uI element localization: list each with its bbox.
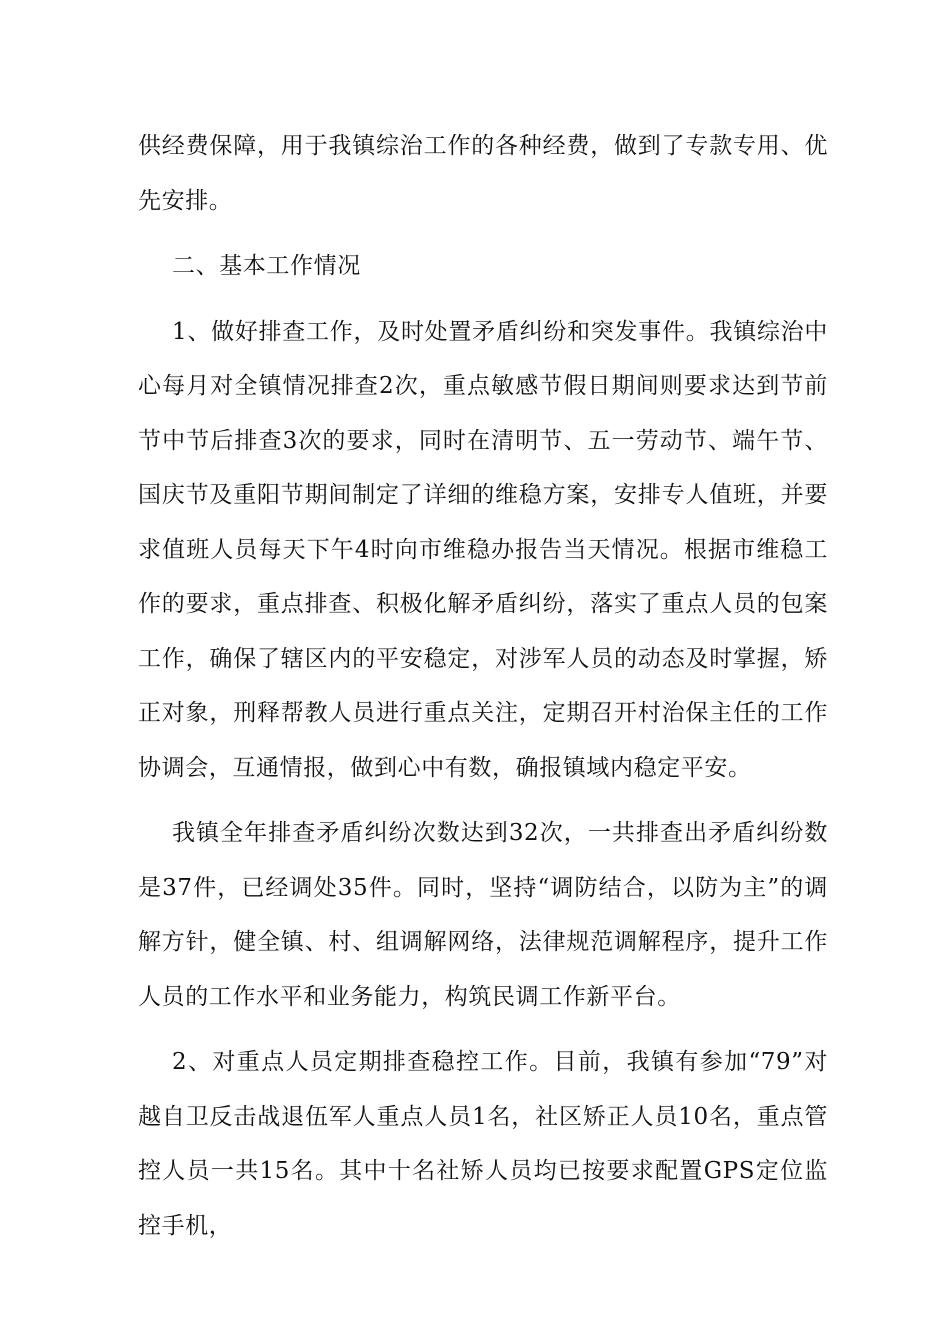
paragraph-continuation: 供经费保障，用于我镇综治工作的各种经费，做到了专款专用、优先安排。 [138, 133, 828, 214]
paragraph-statistics: 我镇全年排查矛盾纠纷次数达到32次，一共排查出矛盾纠纷数是37件，已经调处35件。同时，坚持“调防结合，以防为主”的调解方针，健全镇、村、组调解网络，法律规范调解程序，提升工作人员的工作水平和业务能力，构筑民调工作新平台。 [138, 820, 828, 1010]
paragraph-item-1: 1、做好排查工作，及时处置矛盾纠纷和突发事件。我镇综治中心每月对全镇情况排查2次，重点敏感节假日期间则要求达到节前节中节后排查3次的要求，同时在清明节、五一劳动节、端午节、国庆节及重阳节期间制定了详细的维稳方案，安排专人值班，并要求值班人员每天下午4时向市维稳办报告当天情况。根据市维稳工作的要求，重点排查、积极化解矛盾纠纷，落实了重点人员的包案工作，确保了辖区内的平安稳定，对涉军人员的动态及时掌握，矫正对象，刑释帮教人员进行重点关注，定期召开村治保主任的工作协调会，互通情报，做到心中有数，确报镇域内稳定平安。 [138, 318, 828, 781]
section-heading: 二、基本工作情况 [172, 253, 361, 279]
paragraph-item-2: 2、对重点人员定期排查稳控工作。目前，我镇有参加“79”对越自卫反击战退伍军人重点人员1名，社区矫正人员10名，重点管控人员一共15名。其中十名社矫人员均已按要求配置GPS定位监控手机， [138, 1049, 828, 1239]
document-body [138, 119, 828, 1264]
